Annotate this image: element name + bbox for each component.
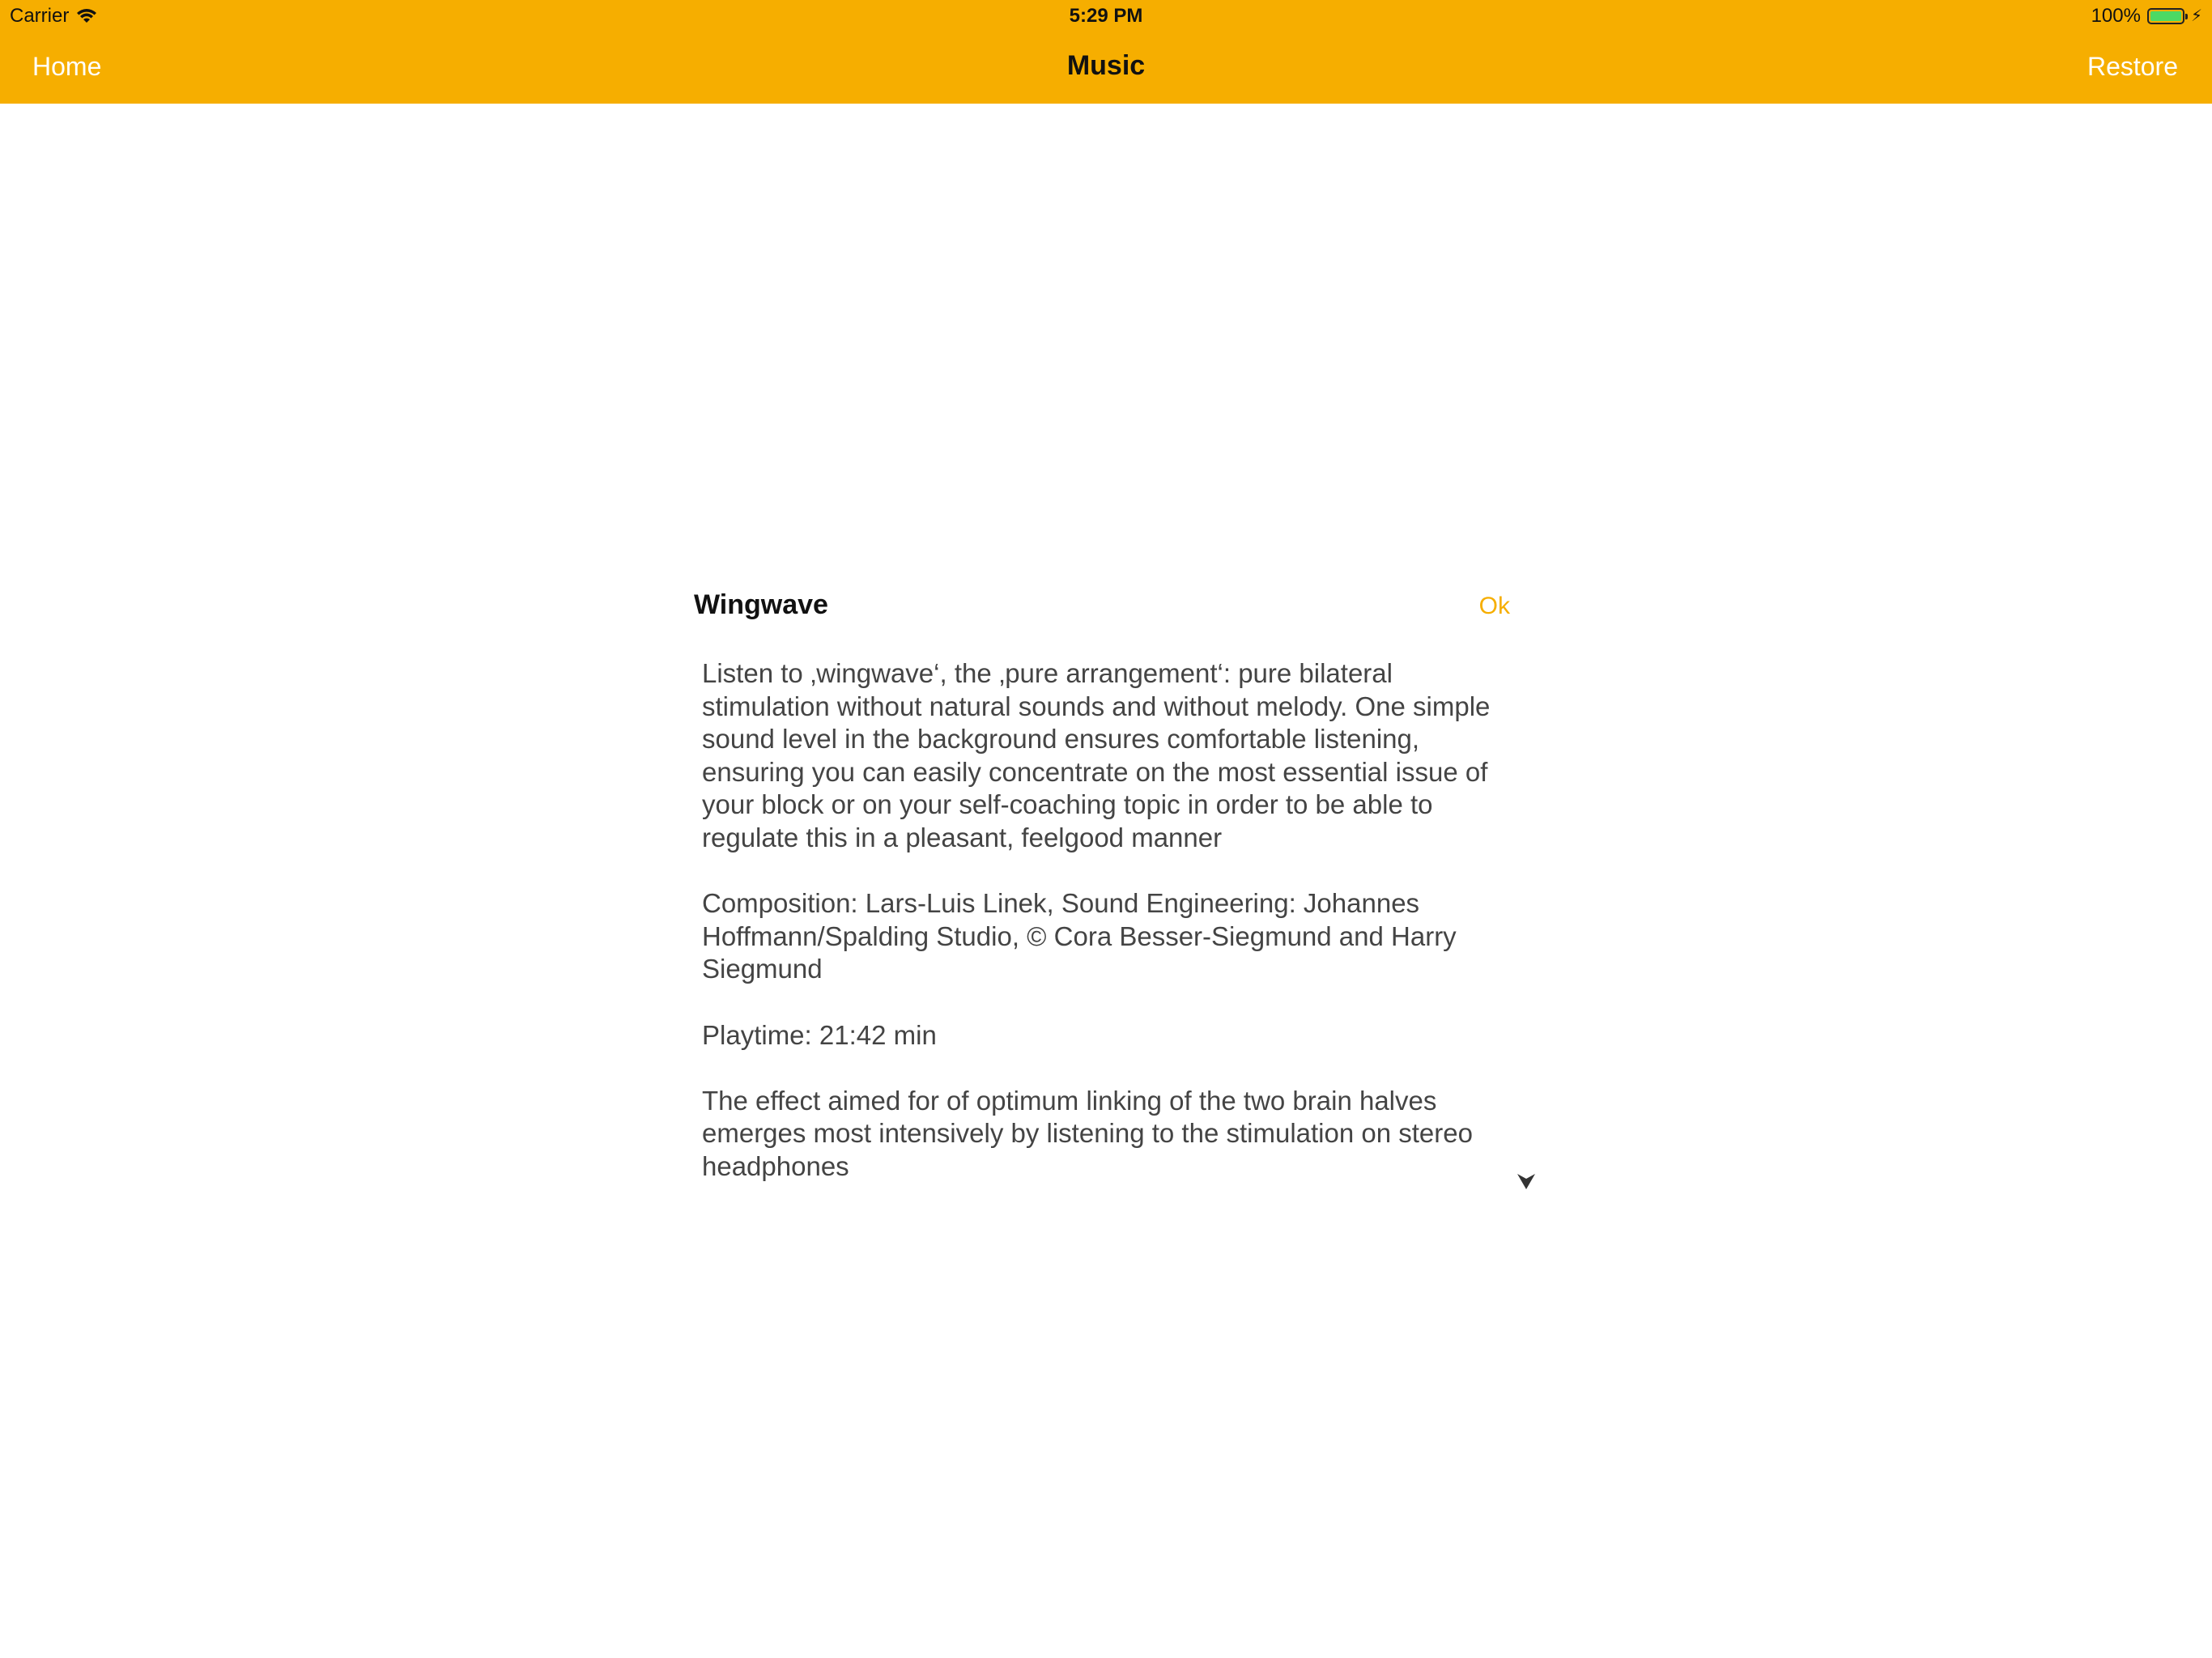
credits-paragraph: Composition: Lars-Luis Linek, Sound Engineering: Johannes Hoffmann/Spalding Studio, © Cora Besser-Siegmund and Harry Siegmund [702,888,1457,984]
home-button[interactable]: Home [32,52,102,81]
status-time: 5:29 PM [1069,5,1143,27]
status-bar [0,0,2212,32]
carrier-label: Carrier [10,5,70,27]
triangle-down-icon[interactable] [1516,1172,1536,1194]
info-dialog [694,583,1536,1198]
battery-group [2091,5,2202,28]
page-title: Music [1066,50,1146,81]
effect-paragraph: The effect aimed for of optimum linking of the two brain halves emerges most intensively by listening to the stimulation on stereo headphones [702,1085,1473,1181]
description-paragraph: Listen to ‚wingwave‘, the ‚pure arrangement‘: pure bilateral stimulation without natural sounds and without melody. One simple sound level in the background ensures comfortable listening, ensuring you can easily concentrate on the most essential issue of your block or on your self-coaching topic in order to be able to regulate this in a pleasant, feelgood manner [702,658,1491,852]
battery-percent: 100% [2091,5,2141,27]
navigation-bar [0,32,2212,104]
dialog-title: Wingwave [694,589,828,620]
dialog-text-scroll[interactable] [702,657,1512,1181]
playtime-paragraph: Playtime: 21:42 min [702,1019,937,1050]
top-bar [0,0,2212,104]
ok-button[interactable]: Ok [1478,593,1510,619]
restore-button[interactable]: Restore [2087,52,2178,81]
battery-nub [2185,14,2188,19]
battery-icon [2147,8,2184,24]
bolt-icon: ⚡ [2190,7,2202,25]
battery-fill [2150,11,2181,21]
